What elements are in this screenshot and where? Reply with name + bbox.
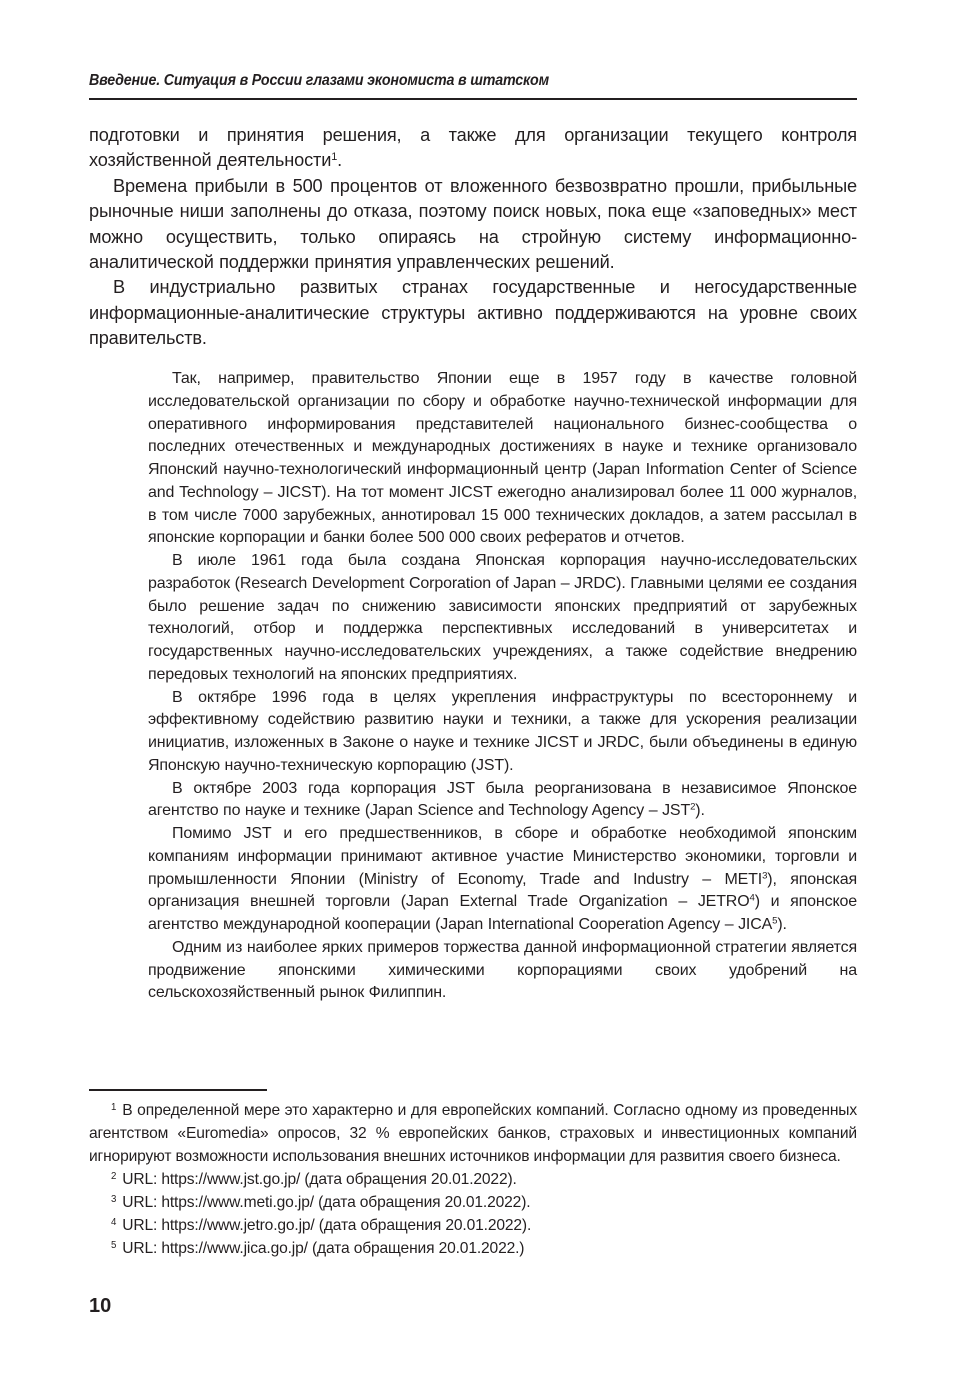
footnote-number: 2 (111, 1170, 117, 1182)
footnote-ref[interactable]: 1 (331, 151, 338, 164)
footnote-number: 3 (111, 1193, 117, 1205)
paragraph-tail: ). (777, 916, 787, 933)
footnote-link[interactable]: URL: https://www.jetro.go.jp/ (дата обращения 20.01.2022). (122, 1217, 532, 1234)
paragraph-tail: ). (695, 802, 705, 820)
footnote-ref[interactable]: 5 (772, 915, 778, 927)
quote-paragraph: Одним из наиболее ярких примеров торжества данной информационной стратегии является продвижение японскими химическими корпорациями своих удобрений на сельскохозяйственный рынок Филиппин. (148, 938, 857, 1002)
footnote-item (89, 1237, 857, 1260)
quote-paragraph: Так, например, правительство Японии еще в 1957 году в качестве головной исследовательской организации по сбору и обработке научно-технической информации для оперативного информирования представителей национального бизнес-сообщества о последних отечественных и международных достижениях в науке и технике организовало Японский научно-технологический информационный центр (Japan Information Center of Science and Technology – JICST). На тот момент JICST ежегодно анализировал более 11 000 журналов, в том числе 7000 зарубежных, аннотировал 15 000 технических докладов, а затем рассылал в японские корпорации и банки более 500 000 своих рефератов и отчетов. (148, 370, 857, 547)
quote-paragraph: В октябре 1996 года в целях укрепления инфраструктуры по всестороннему и эффективному содействию развитию науки и техники, а также для ускорения реализации инициатив, изложенных в Законе о науке и технике JICST и JRDC, были объединены в единую Японскую научно-техническую корпорацию (JST). (148, 688, 857, 774)
body-paragraph (89, 123, 857, 174)
footnote-number: 5 (111, 1239, 117, 1251)
paragraph-text: ), японская организация внешней торговли (Japan External Trade Organization – JETRO (148, 870, 857, 911)
footnote-text: В определенной мере это характерно и для европейских компаний. Согласно одному из проведенных агентством «Euromedia» опросов, 32 % европейских банков, страховых и инвестиционных компаний игнорируют возможности использования внешних источников информации для развития своего бизнеса. (89, 1102, 857, 1165)
body-paragraph: В индустриально развитых странах государственные и негосударственные информационные-аналитические структуры активно поддерживаются на уровне своих правительств. (89, 277, 857, 349)
footnote-item (89, 1191, 857, 1214)
quote-paragraph: В июле 1961 года была создана Японская корпорация научно-исследовательских разработок (Research Development Corporation of Japan – JRDC). Главными целями ее создания было решение задач по снижению зависимости японских предприятий от зарубежных технологий, отбор и поддержка перспективных исследований в университетах и государственных научно-исследовательских учреждениях, а также содействие внедрению передовых технологий на японских предприятиях. (148, 552, 857, 683)
footnotes (89, 1099, 857, 1260)
paragraph-text: подготовки и принятия решения, а также для организации текущего контроля хозяйственной деятельности (89, 125, 857, 171)
paragraph-text: ) и японское агентство международной кооперации (Japan International Cooperation Agency – JICA (148, 893, 857, 933)
footnote-ref[interactable]: 3 (762, 870, 768, 882)
body-text (89, 123, 857, 352)
paragraph-tail: . (337, 150, 343, 171)
running-head: Введение. Ситуация в России глазами экономиста в штатском (89, 72, 549, 89)
footnote-item (89, 1214, 857, 1237)
footnote-link[interactable]: URL: https://www.meti.go.jp/ (дата обращения 20.01.2022). (122, 1194, 531, 1211)
footnote-separator (89, 1089, 267, 1091)
quote-paragraph (148, 778, 857, 824)
footnote-ref[interactable]: 4 (749, 892, 755, 904)
footnote-ref[interactable]: 2 (690, 801, 696, 813)
footnote-number: 1 (111, 1101, 117, 1113)
footnote-item (89, 1168, 857, 1191)
paragraph-text: В октябре 2003 года корпорация JST была реорганизована в независимое Японское агентство по науке и технике (Japan Science and Technology Agency – JST (148, 779, 857, 820)
footnote-link[interactable]: URL: https://www.jica.go.jp/ (дата обращения 20.01.2022.) (122, 1240, 525, 1257)
quote-block (148, 368, 857, 1005)
header-rule (89, 98, 857, 100)
quote-paragraph (148, 823, 857, 937)
paragraph-text: Помимо JST и его предшественников, в сборе и обработке необходимой японским компаниям информации принимают активное участие Министерство экономики, торговли и промышленности Японии (Ministry of Economy, Trade and Industry – METI (148, 825, 857, 888)
page-number: 10 (89, 1295, 112, 1317)
footnote-link[interactable]: URL: https://www.jst.go.jp/ (дата обращения 20.01.2022). (122, 1171, 517, 1188)
footnote-item (89, 1099, 857, 1168)
footnote-number: 4 (111, 1216, 117, 1228)
body-paragraph: Времена прибыли в 500 процентов от вложенного безвозвратно прошли, прибыльные рыночные ниши заполнены до отказа, поэтому поиск новых, пока еще «заповедных» мест можно осуществить, только опираясь на стройную систему информационно-аналитической поддержки принятия управленческих решений. (89, 175, 857, 273)
